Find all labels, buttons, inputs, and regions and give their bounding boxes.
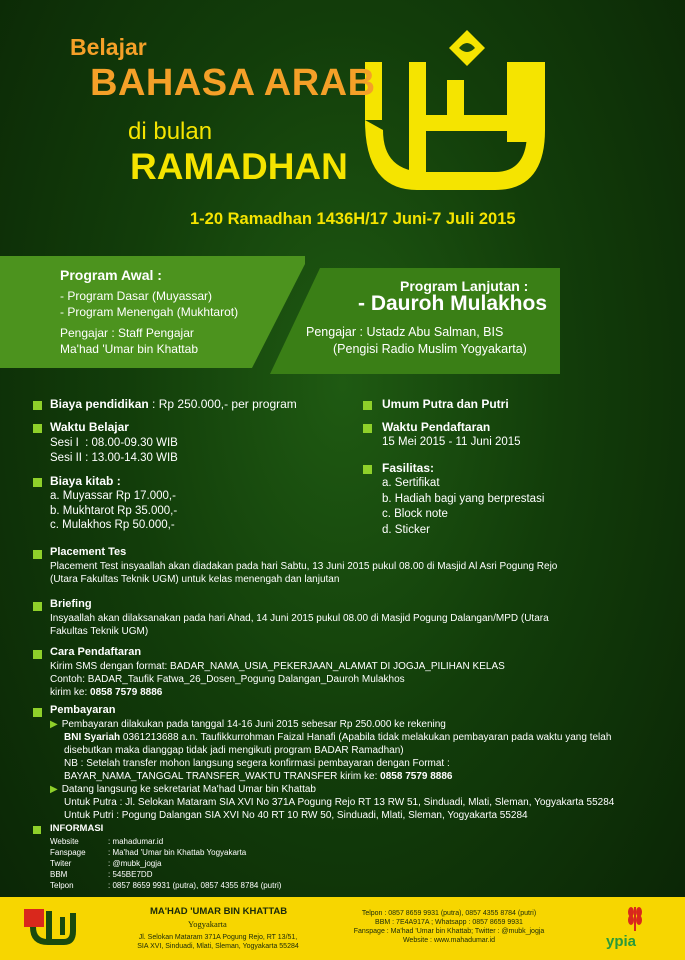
info-row (50, 880, 281, 891)
pembayaran-heading: Pembayaran (50, 704, 116, 716)
pengajar-line: Pengajar : Staff Pengajar (60, 326, 194, 340)
fasilitas-line: a. Sertifikat (382, 477, 440, 489)
info-key: Website (50, 837, 79, 846)
title-line4: RAMADHAN (130, 146, 348, 187)
title-line1: Belajar (70, 34, 147, 60)
jh-logo-icon (355, 20, 550, 200)
info-key: Twiter (50, 859, 72, 868)
pembayaran-line (50, 783, 614, 796)
info-value: : Ma'had 'Umar bin Khattab Yogyakarta (108, 848, 247, 857)
fasilitas-list (382, 476, 544, 538)
footer-contact (338, 909, 560, 945)
info-value: : 545BE7DD (108, 870, 153, 879)
info-value: : mahadumar.id (108, 837, 164, 846)
cara-body (50, 660, 505, 699)
waktu-belajar-heading: Waktu Belajar (50, 420, 129, 434)
format-number: 0858 7579 8886 (380, 771, 453, 782)
info-row (50, 858, 281, 869)
bank-label: BNI Syariah (64, 732, 121, 743)
ypia-logo: ypia (606, 933, 637, 950)
waktu-belajar-list (50, 436, 178, 466)
pembayaran-body (50, 718, 614, 822)
footer-contact-line: BBM : 7E4A917A ; Whatsapp : 0857 8659 9931 (375, 919, 523, 926)
kirim-number: 0858 7579 8886 (90, 687, 163, 698)
pembayaran-line: NB : Setelah transfer mohon langsung segera konfirmasi pembayaran dengan Format : (64, 758, 450, 769)
wheat-icon (620, 903, 650, 933)
pembayaran-line: Untuk Putra : Jl. Selokan Mataram SIA XVI No 371A Pogung Rejo RT 13 RW 51, Sinduadi, Mlati, Sleman, Yogyakarta 55284 (64, 797, 615, 808)
bullet-icon (33, 602, 42, 611)
kitab-line: b. Mukhtarot Rp 35.000,- (50, 504, 178, 517)
bullet-icon (33, 478, 42, 487)
bullet-icon (33, 424, 42, 433)
program-lanjutan-pengajar: Pengajar : Ustadz Abu Salman, BIS (306, 325, 504, 339)
cara-line: Contoh: BADAR_Taufik Fatwa_26_Dosen_Pogung Dalangan_Dauroh Mulakhos (50, 674, 405, 685)
biaya-kitab-heading: Biaya kitab : (50, 474, 121, 488)
kitab-line: a. Muyassar Rp 17.000,- (50, 490, 176, 502)
footer-city: Yogyakarta (188, 919, 227, 929)
informasi-table (50, 836, 281, 891)
bullet-icon (33, 708, 42, 717)
fasilitas-line: d. Sticker (382, 523, 430, 536)
arrow-right-icon: ▶ (50, 784, 58, 795)
info-row (50, 836, 281, 847)
footer-contact-line: Telpon : 0857 8659 9931 (putra), 0857 4355 8784 (putri) (361, 910, 537, 917)
biaya-kitab-list (50, 489, 177, 533)
biaya-pendidikan (50, 397, 297, 411)
pembayaran-line (50, 718, 614, 731)
footer-contact-line: Website : www.mahadumar.id (402, 937, 496, 944)
bullet-icon (33, 650, 42, 659)
biaya-value: : Rp 250.000,- per program (152, 397, 297, 411)
program-awal-item: - Program Dasar (Muyassar) (60, 289, 213, 303)
pembayaran-line: disebutkan maka dianggap tidak jadi mengikuti program BADAR Ramadhan) (64, 745, 404, 756)
title-line3: di bulan (128, 118, 213, 145)
placement-line: (Utara Fakultas Teknik UGM) untuk kelas menengah dan lanjutan (50, 574, 340, 585)
program-awal-item: - Program Menengah (Mukhtarot) (60, 305, 239, 319)
umum: Umum Putra dan Putri (382, 397, 509, 411)
footer-address (118, 933, 318, 951)
bullet-icon (363, 465, 372, 474)
program-awal-pengajar (60, 325, 198, 357)
pembayaran-line: Untuk Putri : Pogung Dalangan SIA XVI No 40 RT 10 RW 50, Sinduadi, Mlati, Sleman, Yogyakarta 55284 (64, 810, 528, 821)
pembayaran-format (50, 770, 614, 783)
info-row (50, 869, 281, 880)
info-value: : 0857 8659 9931 (putra), 0857 4355 8784 (putri) (108, 881, 282, 890)
waktu-pendaftaran-value: 15 Mei 2015 - 11 Juni 2015 (382, 436, 521, 448)
fasilitas-line: c. Block note (382, 508, 448, 520)
cara-heading: Cara Pendaftaran (50, 646, 142, 658)
sesi-line: Sesi I : 08.00-09.30 WIB (50, 437, 178, 449)
footer-contact-line: Fanspage : Ma'had 'Umar bin Khattab; Twitter : @mubk_jogja (353, 928, 545, 935)
briefing-line: Fakultas Teknik UGM) (50, 626, 149, 637)
format-text: BAYAR_NAMA_TANGGAL TRANSFER_WAKTU TRANSFER kirim ke: (64, 771, 378, 782)
bullet-icon (33, 550, 42, 559)
footer-addr-line: Jl. Selokan Mataram 371A Pogung Rejo, RT 13/51, (138, 934, 298, 941)
informasi-heading: INFORMASI (50, 823, 104, 834)
waktu-pendaftaran-heading: Waktu Pendaftaran (382, 420, 491, 434)
program-lanjutan-heading: Program Lanjutan : (400, 278, 529, 294)
cara-line: Kirim SMS dengan format: BADAR_NAMA_USIA_PEKERJAAN_ALAMAT DI JOGJA_PILIHAN KELAS (50, 661, 505, 672)
briefing-heading: Briefing (50, 598, 92, 610)
program-awal-heading: Program Awal : (60, 267, 162, 283)
program-lanjutan-name: - Dauroh Mulakhos (358, 292, 548, 315)
fasilitas-line: b. Hadiah bagi yang berprestasi (382, 492, 545, 505)
bullet-icon (363, 424, 372, 433)
title-line2: BAHASA ARAB (90, 62, 376, 104)
mahad-logo-icon (22, 905, 80, 949)
pembayaran-text: Pembayaran dilakukan pada tanggal 14-16 Juni 2015 sebesar Rp 250.000 ke rekening (61, 719, 446, 730)
bullet-icon (33, 826, 41, 834)
bank-rest: 0361213688 a.n. Taufikkurrohman Faizal Hanafi (Apabila tidak melakukan pembayaran pada waktu yang telah (122, 732, 612, 743)
bullet-icon (33, 401, 42, 410)
footer-addr-line: SIA XVI, Sinduadi, Mlati, Sleman, Yogyakarta 55284 (137, 943, 299, 950)
pengajar-line: Ma'had 'Umar bin Khattab (60, 342, 198, 356)
placement-heading: Placement Tes (50, 546, 127, 558)
info-key: BBM (50, 870, 68, 879)
biaya-label: Biaya pendidikan (50, 397, 149, 411)
briefing-body (50, 612, 549, 638)
program-lanjutan-pengajar-note: (Pengisi Radio Muslim Yogyakarta) (333, 342, 527, 356)
info-value: : @mubk_jogja (108, 859, 162, 868)
footer (0, 897, 685, 960)
placement-line: Placement Test insyaallah akan diadakan pada hari Sabtu, 13 Juni 2015 pukul 08.00 di Masjid Al Asri Pogung Rejo (50, 561, 558, 572)
pembayaran-bank (50, 731, 614, 744)
sesi-line: Sesi II : 13.00-14.30 WIB (50, 452, 178, 464)
briefing-line: Insyaallah akan dilaksanakan pada hari Ahad, 14 Juni 2015 pukul 08.00 di Masjid Pogung Dalangan/MPD (Utara (50, 613, 549, 624)
program-awal-list (60, 288, 238, 320)
info-key: Telpon (50, 881, 74, 890)
arrow-right-icon: ▶ (50, 719, 58, 730)
placement-body (50, 560, 557, 586)
kitab-line: c. Mulakhos Rp 50.000,- (50, 519, 175, 531)
dates: 1-20 Ramadhan 1436H/17 Juni-7 Juli 2015 (190, 210, 516, 228)
info-key: Fanspage (50, 848, 86, 857)
info-row (50, 847, 281, 858)
cara-kirim (50, 686, 505, 699)
footer-name: MA'HAD 'UMAR BIN KHATTAB (150, 906, 288, 917)
pembayaran-text: Datang langsung ke sekretariat Ma'had Umar bin Khattab (61, 784, 316, 795)
fasilitas-heading: Fasilitas: (382, 461, 435, 475)
bullet-icon (363, 401, 372, 410)
kirim-label: kirim ke: (50, 687, 88, 698)
